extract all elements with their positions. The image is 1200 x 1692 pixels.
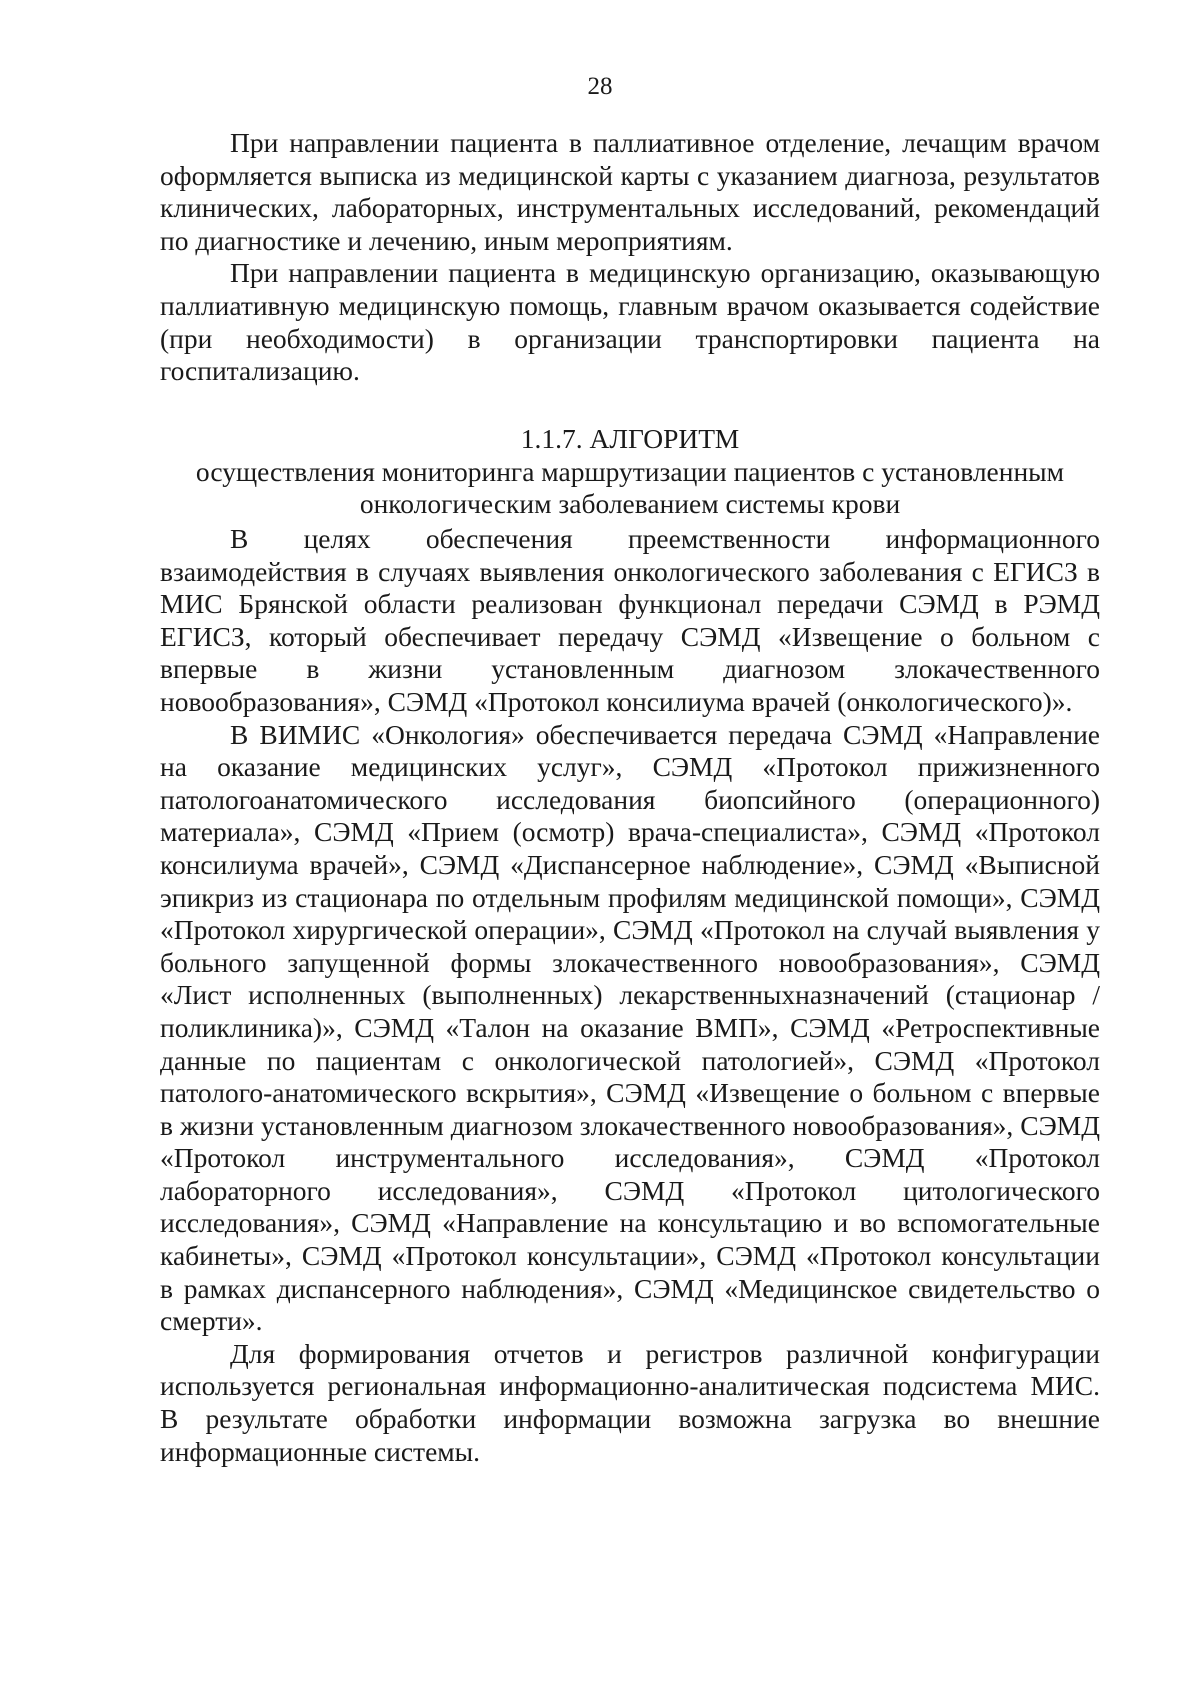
section-title: 1.1.7. АЛГОРИТМ <box>520 423 740 454</box>
paragraph-vimis-oncology: В ВИМИС «Онкология» обеспечивается передача СЭМД «Направление на оказание медицинских услуг», СЭМД «Протокол прижизненного патологоанатомического исследования биопсийного (операционного) материала», СЭМД «Прием (осмотр) врача-специалиста», СЭМД «Протокол консилиума врачей», СЭМД «Диспансерное наблюдение», СЭМД «Выписной эпикриз из стационара по отдельным профилям медицинской помощи», СЭМД «Протокол хирургической операции», СЭМД «Протокол на случай выявления у больного запущенной формы злокачественного новообразования», СЭМД «Лист исполненных (выполненных) лекарственныхназначений (стационар / поликлиника)», СЭМД «Талон на оказание ВМП», СЭМД «Ретроспективные данные по пациентам с онкологической патологией», СЭМД «Протокол патолого-анатомического вскрытия», СЭМД «Извещение о больном с впервые в жизни установленным диагнозом злокачественного новообразования», СЭМД «Протокол инструментального исследования», СЭМД «Протокол лабораторного исследования», СЭМД «Протокол цитологического исследования», СЭМД «Направление на консультацию и во вспомогательные кабинеты», СЭМД «Протокол консультации», СЭМД «Протокол консультации в рамках диспансерного наблюдения», СЭМД «Медицинское свидетельство о смерти». <box>160 718 1100 1337</box>
main-text <box>160 523 1100 1468</box>
page-number: 28 <box>587 73 613 100</box>
paragraph-transport-assistance: При направлении пациента в медицинскую организацию, оказывающую паллиативную медицинскую помощь, главным врачом оказывается содействие (при необходимости) в организации транспортировки пациента на госпитализацию. <box>160 257 1100 387</box>
paragraph-reports-registers: Для формирования отчетов и регистров различной конфигурации используется региональная информационно-аналитическая подсистема МИС. В результате обработки информации возможна загрузка во внешние информационные системы. <box>160 1337 1100 1467</box>
paragraph-palliative-referral: При направлении пациента в паллиативное отделение, лечащим врачом оформляется выписка из медицинской карты с указанием диагноза, результатов клинических, лабораторных, инструментальных исследований, рекомендаций по диагностике и лечению, иным мероприятиям. <box>160 127 1100 256</box>
section-heading <box>160 423 1100 521</box>
section-subtitle-line-2: онкологическим заболеванием системы крови <box>359 488 901 520</box>
paragraph-egisz-transfer: В целях обеспечения преемственности информационного взаимодействия в случаях выявления онкологического заболевания с ЕГИСЗ в МИС Брянской области реализован функционал передачи СЭМД в РЭМД ЕГИСЗ, который обеспечивает передачу СЭМД «Извещение о больном с впервые в жизни установленным диагнозом злокачественного новообразования», СЭМД «Протокол консилиума врачей (онкологического)». <box>160 523 1100 717</box>
intro-text <box>160 127 1100 388</box>
section-subtitle-line-1: осуществления мониторинга маршрутизации пациентов с установленным <box>195 455 1065 487</box>
